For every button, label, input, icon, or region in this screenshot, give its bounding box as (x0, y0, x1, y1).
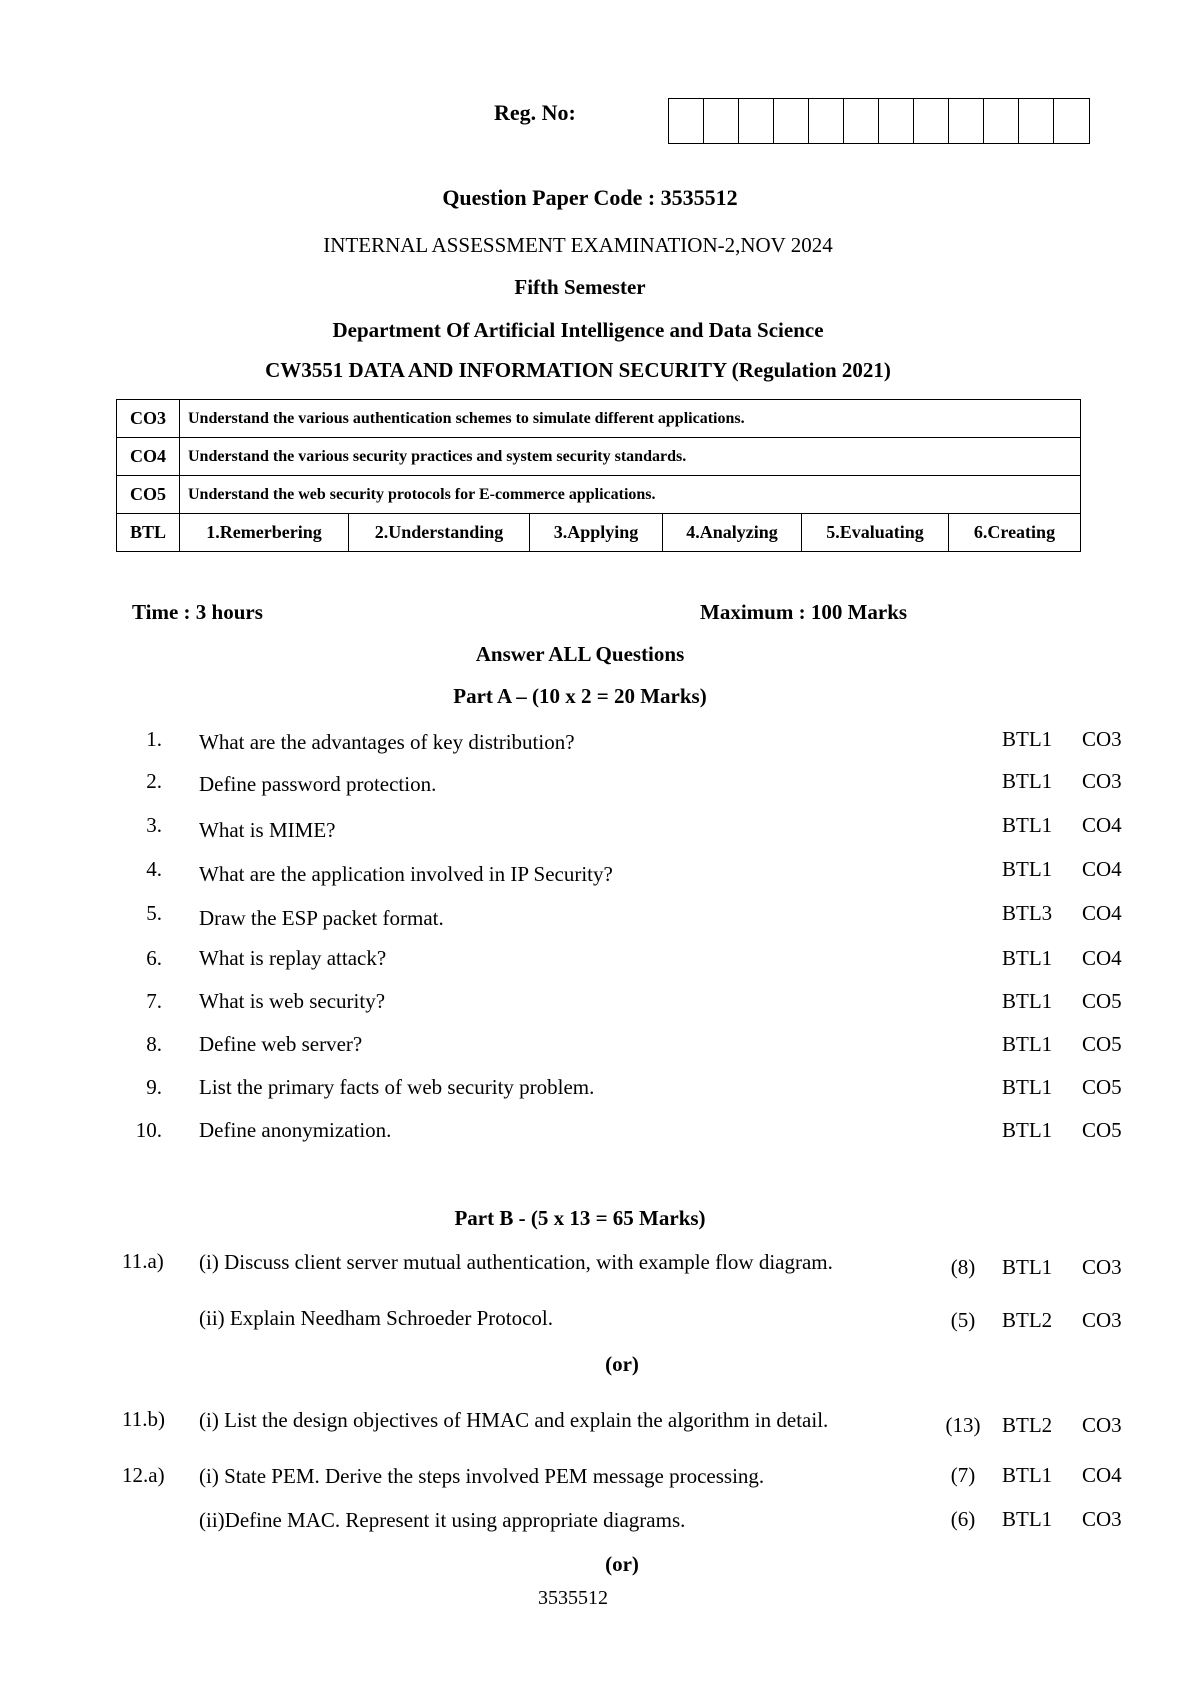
question-marks: (7) (950, 1463, 976, 1487)
part-b-heading: Part B - (5 x 13 = 65 Marks) (454, 1206, 706, 1230)
question-number: 6. (146, 946, 162, 970)
question-text: Define anonymization. (199, 1118, 392, 1142)
question-btl: BTL1 (1002, 946, 1053, 970)
part-a-heading: Part A – (10 x 2 = 20 Marks) (453, 684, 707, 708)
question-co: CO5 (1082, 1075, 1122, 1099)
question-marks: (8) (950, 1255, 976, 1279)
reg-no-digit-box[interactable] (739, 99, 774, 143)
question-btl: BTL2 (1002, 1413, 1053, 1437)
question-btl: BTL1 (1002, 1118, 1053, 1142)
outcome-code: CO4 (117, 438, 180, 476)
reg-no-digit-box[interactable] (774, 99, 809, 143)
reg-no-boxes[interactable] (668, 98, 1090, 144)
question-text: List the primary facts of web security problem. (199, 1075, 595, 1099)
question-co: CO3 (1082, 727, 1122, 751)
question-row (0, 1075, 1200, 1105)
instruction: Answer ALL Questions (475, 642, 685, 666)
outcome-text: Understand the various authentication schemes to simulate different applications. (180, 400, 1081, 438)
btl-row (117, 514, 1081, 552)
reg-no-digit-box[interactable] (984, 99, 1019, 143)
outcome-text: Understand the web security protocols for E-commerce applications. (180, 476, 1081, 514)
question-text: What is web security? (199, 989, 386, 1013)
question-text: What is replay attack? (199, 946, 387, 970)
question-btl: BTL1 (1002, 727, 1053, 751)
question-co: CO5 (1082, 1032, 1122, 1056)
reg-no-digit-box[interactable] (809, 99, 844, 143)
reg-no-digit-box[interactable] (1019, 99, 1054, 143)
question-text: What are the application involved in IP Security? (199, 862, 613, 886)
question-co: CO3 (1082, 769, 1122, 793)
question-row (0, 727, 1200, 757)
outcome-code: CO5 (117, 476, 180, 514)
question-marks: (13) (945, 1413, 981, 1437)
outcome-text: Understand the various security practices and system security standards. (180, 438, 1081, 476)
question-btl: BTL1 (1002, 989, 1053, 1013)
reg-no-digit-box[interactable] (844, 99, 879, 143)
question-number: 1. (146, 727, 162, 751)
reg-no-digit-box[interactable] (669, 99, 704, 143)
footer-paper-code: 3535512 (538, 1587, 608, 1609)
question-row (0, 813, 1200, 843)
question-text: Define password protection. (199, 772, 437, 796)
btl-level: 5.Evaluating (802, 514, 949, 552)
question-marks: (5) (950, 1308, 976, 1332)
question-number: 11.a) (122, 1249, 164, 1273)
question-btl: BTL3 (1002, 901, 1053, 925)
question-number: 8. (146, 1032, 162, 1056)
reg-no-digit-box[interactable] (1054, 99, 1089, 143)
question-text: (ii)Define MAC. Represent it using appropriate diagrams. (199, 1508, 686, 1532)
reg-no-digit-box[interactable] (949, 99, 984, 143)
question-co: CO4 (1082, 1463, 1122, 1487)
question-row (0, 946, 1200, 976)
question-number: 12.a) (122, 1463, 165, 1487)
question-number: 3. (146, 813, 162, 837)
course-outcomes-table (116, 399, 1081, 552)
question-co: CO5 (1082, 989, 1122, 1013)
question-number: 5. (146, 901, 162, 925)
max-marks: Maximum : 100 Marks (700, 600, 908, 624)
question-number: 2. (146, 769, 162, 793)
or-separator: (or) (605, 1352, 639, 1376)
btl-level: 3.Applying (530, 514, 663, 552)
question-row (0, 901, 1200, 931)
question-text: (i) State PEM. Derive the steps involved PEM message processing. (199, 1464, 765, 1488)
btl-level: 1.Remerbering (180, 514, 349, 552)
question-text: Define web server? (199, 1032, 363, 1056)
question-text: What is MIME? (199, 818, 336, 842)
question-number: 10. (135, 1118, 162, 1142)
question-co: CO4 (1082, 857, 1122, 881)
outcome-row (117, 400, 1081, 438)
question-co: CO5 (1082, 1118, 1122, 1142)
question-btl: BTL1 (1002, 1255, 1053, 1279)
question-text: What are the advantages of key distribution? (199, 730, 575, 754)
exam-time: Time : 3 hours (132, 600, 263, 624)
question-co: CO3 (1082, 1507, 1122, 1531)
question-row (0, 1032, 1200, 1062)
question-btl: BTL1 (1002, 813, 1053, 837)
outcome-row (117, 438, 1081, 476)
question-text: Draw the ESP packet format. (199, 906, 444, 930)
question-btl: BTL1 (1002, 1507, 1053, 1531)
question-btl: BTL1 (1002, 769, 1053, 793)
question-co: CO3 (1082, 1255, 1122, 1279)
question-co: CO4 (1082, 813, 1122, 837)
question-co: CO3 (1082, 1308, 1122, 1332)
question-row (0, 769, 1200, 799)
outcome-row (117, 476, 1081, 514)
question-row (0, 857, 1200, 887)
department: Department Of Artificial Intelligence and Data Science (332, 318, 824, 342)
reg-no-digit-box[interactable] (914, 99, 949, 143)
or-separator: (or) (605, 1552, 639, 1576)
question-number: 9. (146, 1075, 162, 1099)
exam-title: INTERNAL ASSESSMENT EXAMINATION-2,NOV 2024 (323, 233, 833, 257)
question-row (0, 1118, 1200, 1148)
btl-level: 4.Analyzing (663, 514, 802, 552)
btl-level: 6.Creating (949, 514, 1081, 552)
question-co: CO4 (1082, 901, 1122, 925)
question-text: (ii) Explain Needham Schroeder Protocol. (199, 1306, 553, 1330)
question-btl: BTL1 (1002, 857, 1053, 881)
reg-no-label: Reg. No: (494, 100, 576, 125)
btl-code: BTL (117, 514, 180, 552)
reg-no-digit-box[interactable] (879, 99, 914, 143)
question-number: 11.b) (122, 1407, 165, 1431)
paper-code: Question Paper Code : 3535512 (442, 185, 738, 210)
question-row (0, 989, 1200, 1019)
semester: Fifth Semester (514, 275, 646, 299)
question-btl: BTL1 (1002, 1032, 1053, 1056)
question-btl: BTL2 (1002, 1308, 1053, 1332)
question-text: (i) List the design objectives of HMAC and explain the algorithm in detail. (199, 1408, 829, 1432)
outcome-code: CO3 (117, 400, 180, 438)
course-title: CW3551 DATA AND INFORMATION SECURITY (Regulation 2021) (265, 358, 891, 382)
btl-level: 2.Understanding (349, 514, 530, 552)
question-co: CO4 (1082, 946, 1122, 970)
question-text: (i) Discuss client server mutual authentication, with example flow diagram. (199, 1250, 833, 1274)
reg-no-digit-box[interactable] (704, 99, 739, 143)
question-btl: BTL1 (1002, 1075, 1053, 1099)
question-co: CO3 (1082, 1413, 1122, 1437)
question-number: 4. (146, 857, 162, 881)
question-btl: BTL1 (1002, 1463, 1053, 1487)
question-marks: (6) (950, 1507, 976, 1531)
question-number: 7. (146, 989, 162, 1013)
